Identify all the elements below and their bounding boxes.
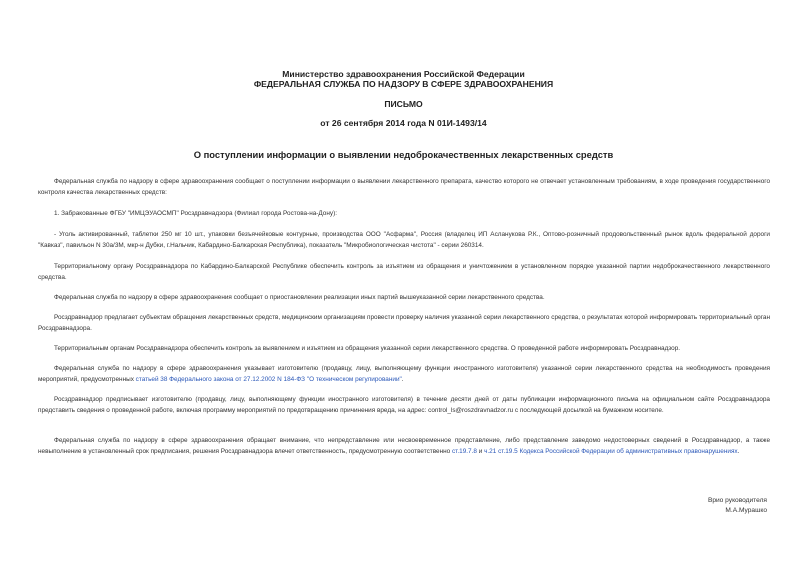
paragraph-manufacturer-measures (38, 363, 770, 385)
document-subject: О поступлении информации о выявлении недоброкачественных лекарственных средств (193, 149, 614, 160)
paragraph-prescription: Росздравнадзор предписывает изготовителю (продавцу, лицу, выполняющему функции иностранного изготовителя) в течение десяти дней от даты публикации информационного письма на официальном сайте Росздравнадзора представить сведения о проведенной работе, включая программу мероприятий по предотвращению причинения вреда, на адрес: control_ls@roszdravnadzor.ru с последующей досылкой на бумажном носителе. (38, 396, 770, 414)
paragraph-intro: Федеральная служба по надзору в сфере здравоохранения сообщает о поступлении информации о выявлении лекарственного препарата, качество которого не отвечает установленным требованиям, в ходе проведения государственного контроля качества лекарственных средств: (38, 178, 770, 196)
signature-title: Врио руководителя (707, 497, 767, 504)
paragraph-text: . (737, 448, 740, 455)
document-type: ПИСЬМО (384, 99, 423, 109)
paragraph-suspension: Федеральная служба по надзору в сфере здравоохранения сообщает о приостановлении реализации иных партий вышеуказанной серии лекарственного средства. (54, 294, 545, 301)
code-article-link-1[interactable]: ст.19.7.8 (451, 448, 477, 455)
ministry-name: Министерство здравоохранения Российской Федерации (282, 69, 525, 79)
paragraph-text: и (476, 448, 485, 455)
signature-name: М.А.Мурашко (725, 507, 767, 514)
paragraph-check-proposal: Росздравнадзор предлагает субъектам обращения лекарственных средств, медицинским организациям провести проверку наличия указанной серии лекарственного средства, о результатах которой информировать территориальный орган Росздравнадзора. (38, 314, 770, 332)
paragraph-territorial-bodies: Территориальным органам Росздравнадзора обеспечить контроль за выявлением и изъятием из обращения указанной серии лекарственного средства. О проведенной работе информировать Росздравнадзор. (54, 345, 681, 352)
paragraph-text: Федеральная служба по надзору в сфере здравоохранения обращает внимание, что непредставление или несвоевременное представление, либо представление заведомо недостоверных сведений в Росздравнадзор, а также невыполнение в установленный срок предписания, решения Росздравнадзора влечет ответственность, предусмотренную соответственно (38, 437, 770, 455)
law-article-link[interactable]: статьей 38 Федерального закона от 27.12.2002 N 184-ФЗ "О техническом регулировании" (135, 376, 402, 383)
paragraph-text: Федеральная служба по надзору в сфере здравоохранения указывает изготовителю (продавцу, лицу, выполняющему функции иностранного изготовителя) указанной серии лекарственного средства на необходимость проведения мероприятий, предусмотренных (38, 365, 770, 383)
paragraph-responsibility (38, 435, 770, 457)
code-article-link-2[interactable]: ч.21 ст.19.5 Кодекса Российской Федерации об административных правонарушениях (484, 448, 738, 455)
paragraph-drug-details: - Уголь активированный, таблетки 250 мг 10 шт., упаковки безъячейковые контурные, производства ООО "Асфарма", Россия (владелец ИП Асланукова Р.К., Оптово-розничный продовольственный рынок вдоль федеральной дороги "Кавказ", павильон N 30а/3М, мкр-н Дубки, г.Нальчик, Кабардино-Балкарская Республика), показатель "Микробиологическая чистота" - серии 260314. (38, 231, 770, 249)
paragraph-territorial-control: Территориальному органу Росздравнадзора по Кабардино-Балкарской Республике обеспечить контроль за изъятием из обращения и уничтожением в установленном порядке указанной партии недоброкачественного лекарственного средства. (38, 263, 770, 281)
paragraph-text: . (401, 376, 404, 383)
document-date-number: от 26 сентября 2014 года N 01И-1493/14 (320, 118, 487, 128)
service-name: ФЕДЕРАЛЬНАЯ СЛУЖБА ПО НАДЗОРУ В СФЕРЕ ЗДРАВООХРАНЕНИЯ (253, 79, 554, 89)
paragraph-rejected-by: 1. Забракованные ФГБУ "ИМЦЭУАОСМП" Росздравнадзора (Филиал города Ростова-на-Дону): (54, 210, 337, 217)
